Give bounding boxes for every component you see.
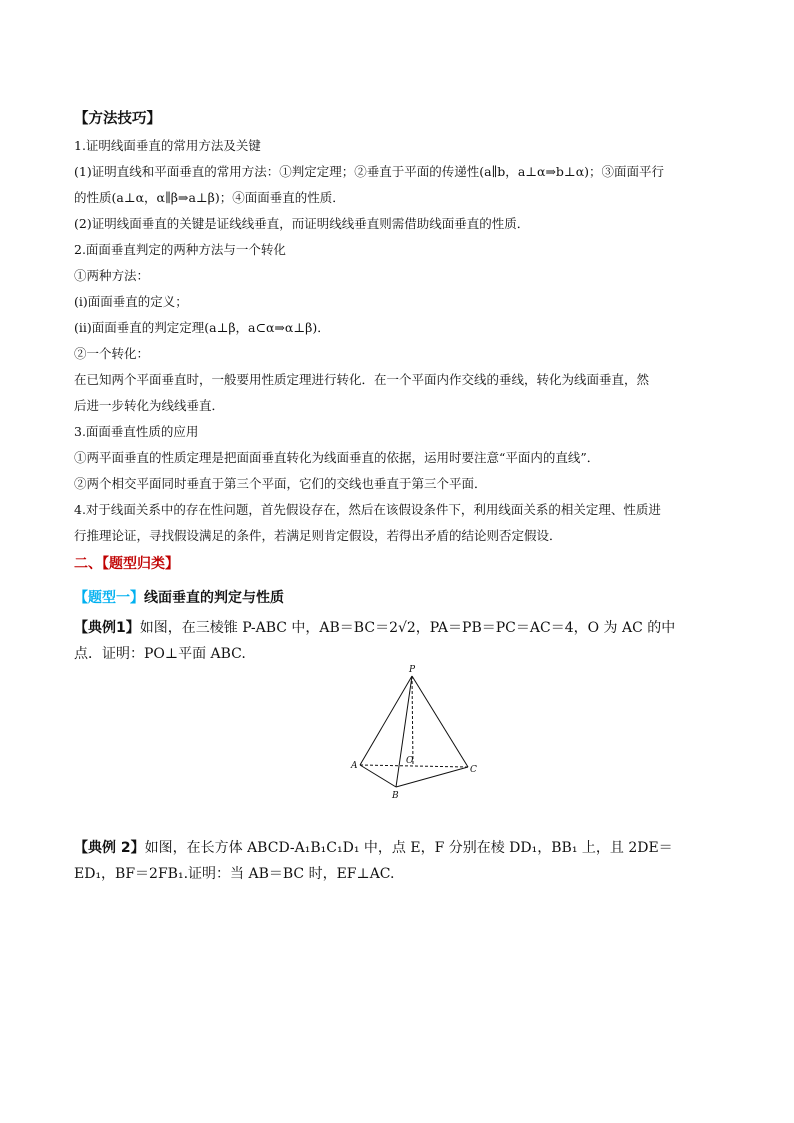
section-2-tag: 【题型归类】 [102, 555, 179, 572]
example-1 [74, 615, 724, 667]
method-line-1: 1.证明线面垂直的常用方法及关键 [74, 137, 261, 153]
edge-pa [360, 676, 412, 765]
example-1-line-2: 点．证明：PO⊥平面 ABC. [74, 645, 246, 662]
method-line-2: (1)证明直线和平面垂直的常用方法：①判定定理；②垂直于平面的传递性(a∥b，a⊥α⇒b⊥α)；③面面平行 [74, 163, 665, 179]
example-2-line-1: 如图，在长方体 ABCD-A₁B₁C₁D₁ 中，点 E，F 分别在棱 DD₁，BB₁ 上，且 2DE＝ [144, 840, 673, 856]
method-line-4: (2)证明线面垂直的关键是证线线垂直，而证明线线垂直则需借助线面垂直的性质． [74, 215, 530, 231]
example-2-block [74, 835, 724, 887]
type-1-heading [74, 587, 724, 607]
method-line-5: 2.面面垂直判定的两种方法与一个转化 [74, 241, 286, 257]
example-2 [74, 835, 724, 887]
label-a: A [351, 761, 358, 771]
section-2-number: 二、 [74, 555, 102, 572]
method-line-3: 的性质(a⊥α，α∥β⇒a⊥β)；④面面垂直的性质． [74, 189, 345, 205]
example-2-line-2: ED₁，BF＝2FB₁.证明：当 AB＝BC 时，EF⊥AC. [74, 866, 395, 882]
edge-po-hidden [412, 676, 413, 766]
method-line-7: (ⅰ)面面垂直的定义； [74, 293, 188, 309]
type-1-tag: 【题型一】 [74, 589, 144, 606]
method-line-9: ②一个转化： [74, 345, 150, 361]
method-heading: 【方法技巧】 [74, 110, 161, 127]
method-line-12: 3.面面垂直性质的应用 [74, 423, 199, 439]
method-line-13: ①两平面垂直的性质定理是把面面垂直转化为线面垂直的依据，运用时要注意“平面内的直线”． [74, 449, 600, 465]
method-line-8: (ⅱ)面面垂直的判定定理(a⊥β，a⊂α⇒α⊥β)． [74, 319, 330, 335]
example-2-tag: 【典例 2】 [74, 840, 145, 856]
method-line-15: 4.对于线面关系中的存在性问题，首先假设存在，然后在该假设条件下，利用线面关系的相关定理、性质进 [74, 501, 661, 517]
tetrahedron-figure [340, 660, 490, 805]
example-1-line-1: 如图，在三棱锥 P-ABC 中，AB＝BC＝2√2，PA＝PB＝PC＝AC＝4，O 为 AC 的中 [139, 619, 676, 636]
label-b: B [392, 791, 399, 801]
method-line-16: 行推理论证，寻找假设满足的条件，若满足则肯定假设，若得出矛盾的结论则否定假设． [74, 527, 562, 543]
method-line-14: ②两个相交平面同时垂直于第三个平面，它们的交线也垂直于第三个平面． [74, 475, 487, 491]
example-1-tag: 【典例1】 [74, 619, 140, 636]
method-line-11: 后进一步转化为线线垂直． [74, 397, 225, 413]
page-content [74, 92, 724, 667]
method-line-6: ①两种方法： [74, 267, 150, 283]
section-2-heading [74, 553, 724, 573]
edge-ab [360, 765, 396, 787]
type-1-title: 线面垂直的判定与性质 [144, 589, 284, 606]
label-p: P [409, 665, 416, 675]
method-line-10: 在已知两个平面垂直时，一般要用性质定理进行转化．在一个平面内作交线的垂线，转化为线面垂直，然 [74, 371, 650, 387]
label-c: C [470, 765, 477, 775]
edge-pc [412, 676, 468, 767]
edge-ac-hidden [360, 765, 468, 767]
label-o: O [406, 756, 414, 766]
edge-pb [396, 676, 412, 787]
edge-bc [396, 767, 468, 787]
